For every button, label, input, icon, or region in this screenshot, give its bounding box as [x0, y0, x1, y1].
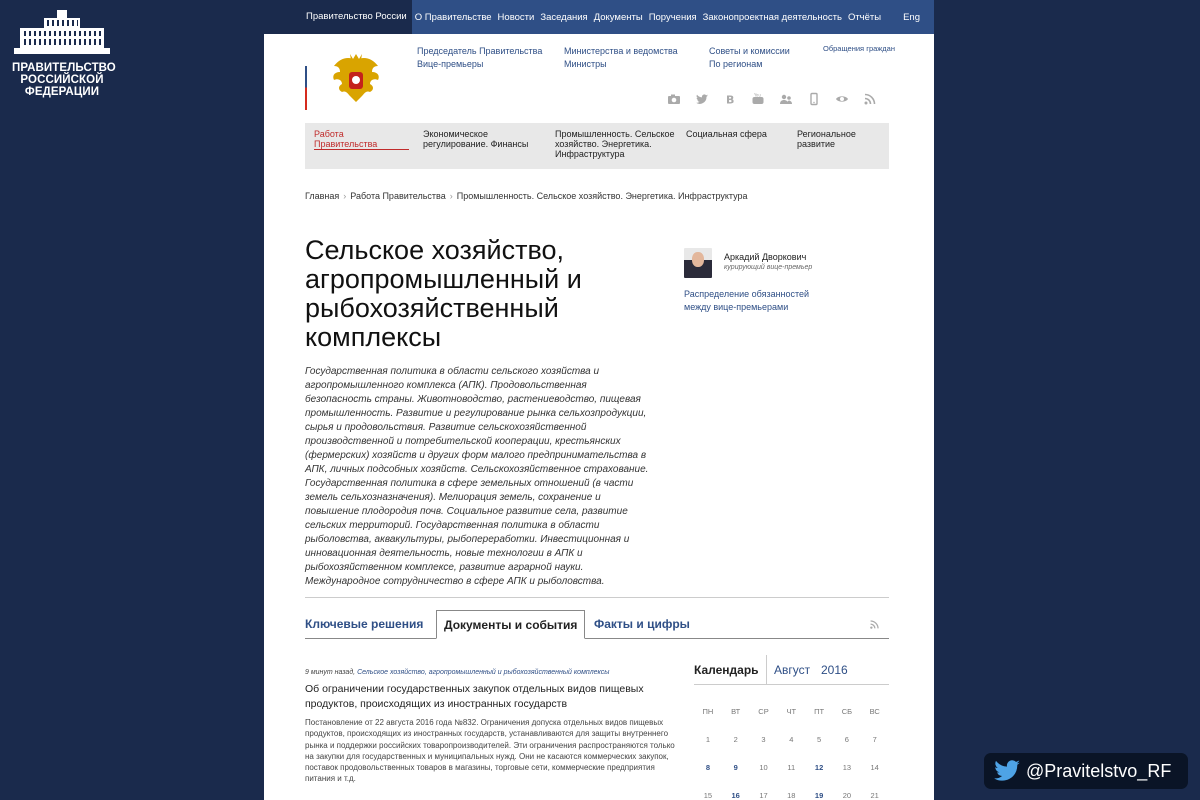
nav-item-reports[interactable]: Отчёты [847, 11, 882, 23]
tab-facts-figures[interactable]: Факты и цифры [594, 617, 690, 631]
breadcrumb-current[interactable]: Промышленность. Сельское хозяйство. Энергетика. Инфраструктура [456, 191, 748, 201]
header-links-column [417, 45, 542, 71]
community-icon[interactable] [779, 92, 793, 106]
section-menu-item-regional[interactable]: Региональное развитие [797, 129, 856, 149]
section-menu-item-industry[interactable]: Промышленность. Сельское хозяйство. Энергетика. Инфраструктура [555, 129, 675, 159]
nav-item-instructions[interactable]: Поручения [648, 11, 697, 23]
calendar-weekdays [694, 707, 889, 735]
weekday-label: ВС [869, 707, 880, 716]
calendar-day: 10 [759, 763, 768, 772]
calendar-day: 18 [787, 791, 796, 800]
calendar-day: 4 [789, 735, 794, 744]
logo-text-line: РОССИЙСКОЙ [20, 74, 104, 86]
calendar-day: 5 [817, 735, 822, 744]
news-category-link[interactable]: Сельское хозяйство, агропромышленный и рыбохозяйственный комплексы [357, 669, 610, 676]
vk-icon[interactable] [723, 92, 737, 106]
calendar-grid [694, 707, 889, 800]
tabs-bar [305, 597, 889, 639]
nav-item-meetings[interactable]: Заседания [540, 11, 588, 23]
calendar-day: 14 [870, 763, 879, 772]
calendar-day[interactable]: 19 [814, 791, 824, 800]
government-logo[interactable] [12, 10, 116, 98]
weekday-label: СР [758, 707, 769, 716]
weekday-label: ВТ [731, 707, 741, 716]
section-menu-item-economy[interactable]: Экономическое регулирование. Финансы [423, 129, 529, 149]
weekday-label: ПН [702, 707, 714, 716]
calendar-day: 7 [872, 735, 877, 744]
breadcrumb-home[interactable]: Главная [305, 191, 340, 201]
minister-name[interactable]: Аркадий Дворкович [724, 252, 807, 262]
calendar-day: 6 [844, 735, 849, 744]
nav-brand-link[interactable]: Правительство России [264, 0, 412, 34]
header-link-regions[interactable]: По регионам [709, 59, 763, 69]
breadcrumb-government-work[interactable]: Работа Правительства [350, 191, 446, 201]
citizen-appeals-link[interactable]: Обращения граждан [823, 44, 895, 53]
header-link-chairman[interactable]: Председатель Правительства [417, 46, 543, 56]
svg-text:You: You [754, 92, 761, 98]
logo-text-line: ФЕДЕРАЦИИ [24, 86, 100, 98]
header-link-ministers[interactable]: Министры [564, 59, 607, 69]
breadcrumb [305, 191, 748, 201]
eye-icon[interactable] [835, 92, 849, 106]
youtube-icon[interactable] [751, 92, 765, 106]
tab-key-decisions[interactable]: Ключевые решения [305, 617, 424, 631]
calendar-day: 1 [705, 735, 710, 744]
nav-item-legislation[interactable]: Законопроектная деятельность [702, 11, 842, 23]
header-link-ministries[interactable]: Министерства и ведомства [564, 46, 678, 56]
duties-distribution-link[interactable] [684, 288, 809, 314]
section-menu-item-social[interactable]: Социальная сфера [686, 129, 767, 139]
rss-icon[interactable] [869, 619, 880, 630]
camera-icon[interactable] [667, 92, 681, 106]
calendar-day: 15 [703, 791, 713, 800]
header-links-column [564, 45, 678, 71]
news-summary: Постановление от 22 августа 2016 года №832. Ограничения допуска отдельных видов пищевых продуктов, происходящих из иностранных государств, устанавливаются для защиты внутреннего рынка и поддержки российских товаропроизводителей. Эти ограничения распространяются только на закупки для государственных и муниципальных нужд. Они не касаются коммерческих закупок, поставок продовольственных товаров в магазины, торговые сети, коммерческие предприятия питания и т.д. [305, 718, 675, 784]
section-menu-item-government-work[interactable]: Работа Правительства [314, 129, 409, 150]
nav-item-about[interactable]: О Правительстве [414, 11, 492, 23]
tab-documents-events[interactable]: Документы и события [436, 610, 585, 639]
news-meta [305, 669, 609, 676]
section-menu [305, 123, 889, 169]
calendar-month-select[interactable]: Август [774, 663, 811, 677]
nav-item-news[interactable]: Новости [497, 11, 535, 23]
calendar-day[interactable]: 16 [731, 791, 740, 800]
twitter-handle: @Pravitelstvo_RF [1026, 760, 1172, 781]
calendar-day: 11 [787, 763, 796, 772]
calendar-week [694, 791, 889, 800]
calendar-day[interactable]: 8 [705, 763, 710, 772]
calendar-label: Календарь [694, 663, 759, 677]
calendar-day: 20 [842, 791, 852, 800]
header-link-deputy-pms[interactable]: Вице-премьеры [417, 59, 484, 69]
calendar-day: 3 [761, 735, 766, 744]
logo-text-line: ПРАВИТЕЛЬСТВО [12, 62, 116, 74]
weekday-label: ПТ [814, 707, 825, 716]
minister-photo [684, 248, 712, 278]
news-time: 9 минут назад, [305, 669, 356, 676]
calendar-day: 13 [842, 763, 852, 772]
twitter-icon[interactable] [695, 92, 709, 106]
language-switch[interactable]: Eng [903, 11, 920, 23]
duties-link-line: между вице-премьерами [684, 302, 789, 312]
site-header [264, 34, 934, 124]
calendar-day: 2 [733, 735, 738, 744]
twitter-bird-icon [994, 760, 1020, 782]
chevron-right-icon: › [449, 191, 453, 201]
news-title-link[interactable]: Об ограничении государственных закупок отдельных видов пищевых продуктов, происходящих из иностранных государств [305, 683, 644, 710]
top-navigation [264, 0, 934, 34]
calendar-day: 21 [870, 791, 879, 800]
page-title: Сельское хозяйство, агропромышленный и рыбохозяйственный комплексы [305, 235, 582, 352]
weekday-label: СБ [841, 707, 853, 716]
chevron-right-icon: › [343, 191, 347, 201]
section-description: Государственная политика в области сельского хозяйства и агропромышленного комплекса (АПК). Продовольственная безопасность страны. Животноводство, растениеводство, пищевая промышленность. Развитие и регулирование рынка сельхозпродукции, сырья и продовольствия. Развитие сельскохозяйственной производственной и потребительской кооперации, крестьянских (фермерских) хозяйств и других форм малого предпринимательства в АПК, личных подсобных хозяйств. Сельскохозяйственное страхование. Государственная политика в сфере земельных отношений (в части земель сельхозназначения). Мелиорация земель, сохранение и повышение плодородия почв. Социальное развитие села, развитие сельских территорий. Государственная политика в области рыболовства, аквакультуры, рыбопереработки. Инвестиционная и инновационная деятельность, новые технологии в АПК и рыбохозяйственном комплексе, развитие аграрной науки. Международное сотрудничество в сфере АПК и рыболовства. [305, 366, 649, 587]
rss-icon[interactable] [863, 92, 877, 106]
calendar-week [694, 735, 889, 763]
calendar-widget [694, 655, 889, 800]
mobile-icon[interactable] [807, 92, 821, 106]
svg-text:B: B [726, 93, 735, 106]
twitter-handle-badge [984, 753, 1188, 789]
social-icons [667, 92, 877, 106]
calendar-day[interactable]: 9 [733, 763, 738, 772]
minister-role: курирующий вице-премьер [724, 264, 813, 271]
flag-stripe [305, 44, 307, 110]
nav-item-documents[interactable]: Документы [593, 11, 643, 23]
duties-link-line: Распределение обязанностей [684, 289, 810, 299]
page-column [264, 0, 934, 800]
calendar-week [694, 763, 889, 791]
calendar-day: 17 [759, 791, 768, 800]
calendar-header [694, 655, 889, 685]
header-link-councils[interactable]: Советы и комиссии [709, 46, 790, 56]
calendar-day[interactable]: 12 [814, 763, 824, 772]
calendar-year-select[interactable]: 2016 [821, 663, 848, 677]
weekday-label: ЧТ [786, 707, 797, 716]
coat-of-arms-icon[interactable] [328, 50, 384, 110]
header-links-column [709, 45, 790, 71]
white-house-icon [14, 10, 110, 56]
